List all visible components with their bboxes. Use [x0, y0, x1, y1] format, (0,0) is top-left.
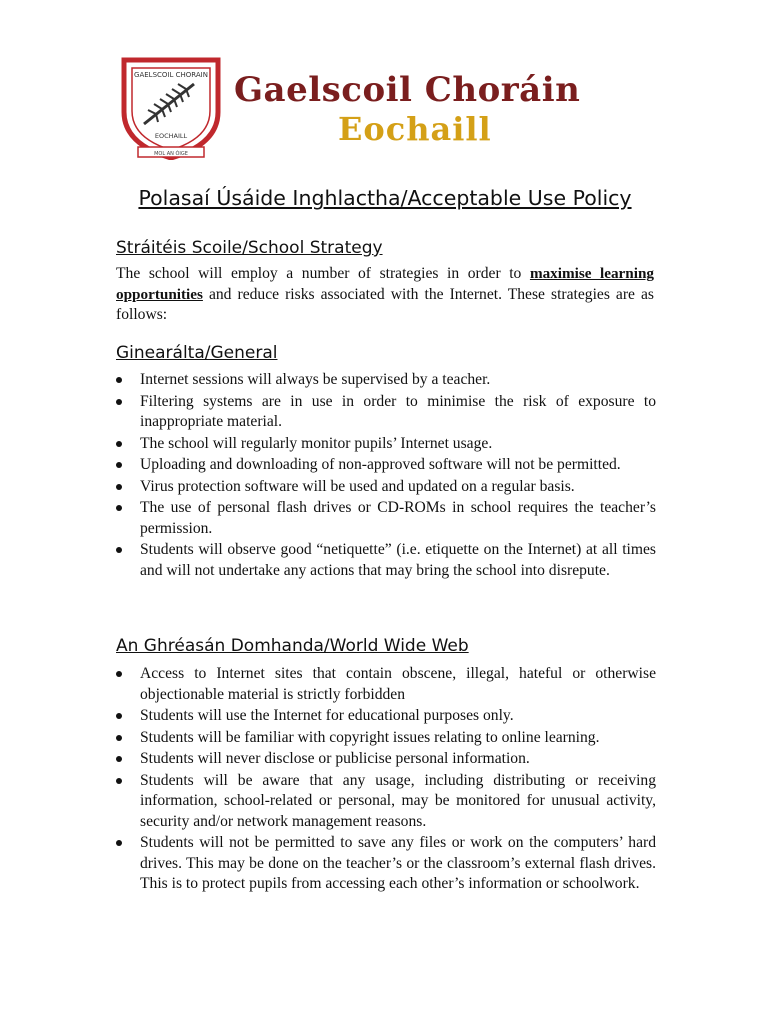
list-item [116, 477, 656, 498]
bullet-icon [116, 778, 122, 784]
list-item [116, 664, 656, 705]
list-item-text: Students will be familiar with copyright issues relating to online learning. [140, 728, 600, 746]
list-item [116, 455, 656, 476]
list-item-text: The school will regularly monitor pupils’ Internet usage. [140, 434, 493, 452]
seal-bottom-text: EOCHAILL [154, 132, 188, 140]
bullet-icon [116, 399, 122, 405]
list-item-text: Filtering systems are in use in order to minimise the risk of exposure to inappropriate material. [140, 392, 656, 430]
list-item [116, 540, 656, 581]
bullet-icon [116, 840, 122, 846]
bullet-icon [116, 484, 122, 490]
list-item [116, 833, 656, 895]
www-list [116, 664, 656, 896]
general-list [116, 370, 656, 582]
bullet-icon [116, 441, 122, 447]
school-crest-logo [116, 54, 226, 160]
list-item-text: Virus protection software will be used and updated on a regular basis. [140, 477, 575, 495]
list-item [116, 370, 656, 391]
heading-world-wide-web: An Ghréasán Domhanda/World Wide Web [116, 636, 469, 656]
list-item-text: Students will use the Internet for educational purposes only. [140, 707, 514, 724]
list-item-text: The use of personal flash drives or CD-ROMs in school requires the teacher’s permission. [140, 499, 656, 537]
document-title: Polasaí Úsáide Inghlactha/Acceptable Use Policy [138, 186, 632, 210]
list-item [116, 498, 656, 539]
school-town: Eochaill [338, 110, 492, 148]
intro-emphasis: maximise learning opportunities [116, 265, 654, 303]
list-item [116, 434, 656, 455]
list-item [116, 728, 656, 749]
list-item-text: Students will not be permitted to save any files or work on the computers’ hard drives. This may be done on the teacher’s or the classroom’s external flash drives. This is to protect pupils from accessing each other’s information or schoolwork. [140, 834, 656, 892]
list-item-text: Students will observe good “netiquette” (i.e. etiquette on the Internet) at all times and will not undertake any actions that may bring the school into disrepute. [140, 541, 656, 579]
list-item [116, 749, 656, 770]
bullet-icon [116, 505, 122, 511]
school-name: Gaelscoil Choráin [234, 70, 581, 110]
bullet-icon [116, 671, 122, 677]
list-item [116, 771, 656, 833]
list-item-text: Students will never disclose or publicise personal information. [140, 750, 530, 767]
bullet-icon [116, 377, 122, 383]
heading-school-strategy: Stráitéis Scoile/School Strategy [116, 238, 383, 258]
intro-text-before: The school will employ a number of strategies in order to [116, 265, 530, 282]
list-item-text: Uploading and downloading of non-approved software will not be permitted. [140, 456, 621, 473]
heading-general: Ginearálta/General [116, 343, 278, 363]
bullet-icon [116, 735, 122, 741]
bullet-icon [116, 547, 122, 553]
list-item-text: Access to Internet sites that contain obscene, illegal, hateful or otherwise objectionable material is strictly forbidden [140, 665, 656, 703]
list-item-text: Students will be aware that any usage, including distributing or receiving information, school-related or personal, may be monitored for unusual activity, security and/or network management reasons. [140, 771, 656, 830]
strategy-intro-paragraph [116, 264, 654, 326]
seal-ribbon-text: MOL AN ÓIGE [154, 151, 188, 157]
school-header [116, 54, 656, 160]
seal-top-text: GAELSCOIL CHORAIN [134, 71, 208, 79]
bullet-icon [116, 756, 122, 762]
list-item-text: Internet sessions will always be supervised by a teacher. [140, 371, 491, 388]
list-item [116, 392, 656, 433]
bullet-icon [116, 713, 122, 719]
list-item [116, 706, 656, 727]
bullet-icon [116, 462, 122, 468]
intro-text-after: and reduce risks associated with the Internet. These strategies are as follows: [116, 285, 654, 323]
